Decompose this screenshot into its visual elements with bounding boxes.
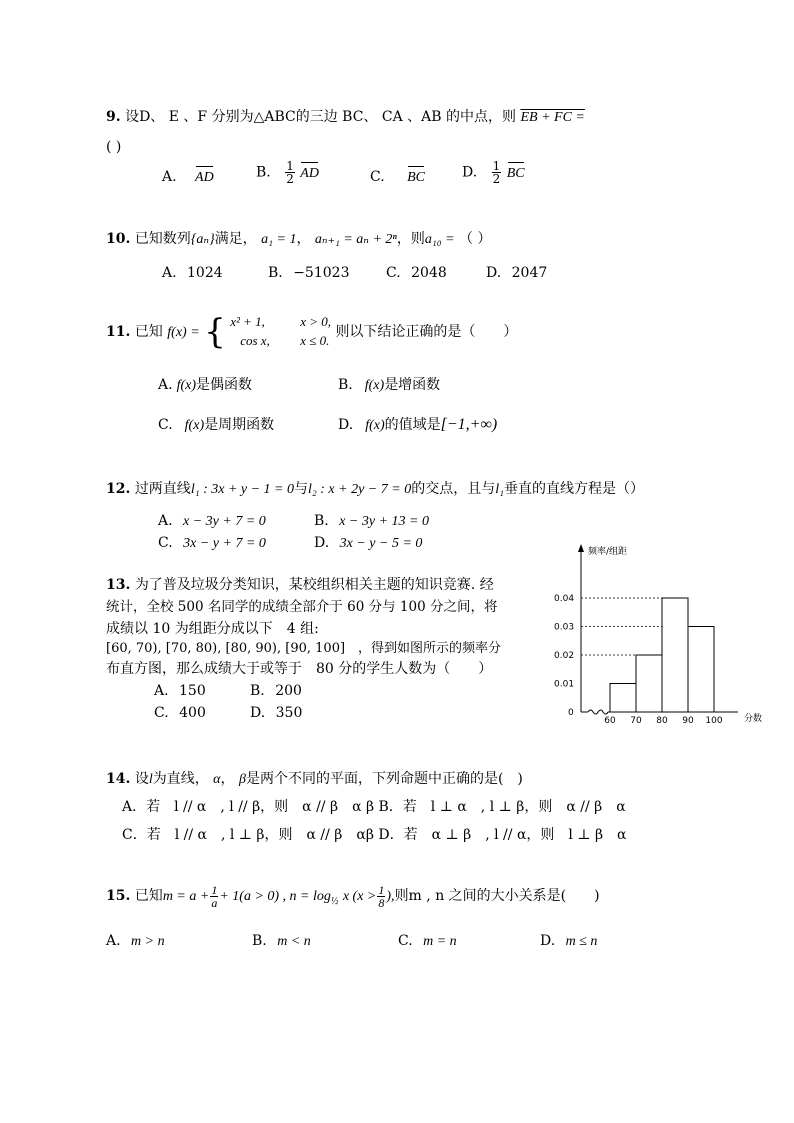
option-letter: C.: [158, 417, 173, 433]
q9-paren: ( ): [106, 139, 122, 155]
piece-2: cos x,: [240, 333, 270, 348]
option-letter: B.: [314, 513, 329, 529]
q15-option-a: [106, 932, 165, 951]
frac-den: 2: [286, 172, 294, 186]
frequency-histogram: [540, 540, 780, 735]
q13-line-2: 统计，全校 500 名同学的成绩全部介于 60 分与 100 分之间，将: [106, 599, 498, 615]
x-tick-label: 100: [705, 716, 723, 726]
origin-label: 0: [568, 708, 574, 718]
q14-stem-c: 是两个不同的平面，下列命题中正确的是( ): [245, 771, 523, 787]
q14-row-2: C．若 l // α , l ⊥ β，则 α // β αβ D．若 α ⊥ β , l // α，则 l ⊥ β α: [122, 827, 627, 843]
option-text: 3x − y − 5 = 0: [339, 536, 423, 551]
option-letter: A.: [162, 265, 177, 281]
q11-stem-a: 已知: [134, 324, 163, 340]
q14-row-1: A．若 l // α , l // β，则 α // β α β B．若 l ⊥ α , l ⊥ β，则 α // β α: [122, 799, 626, 815]
q13-number: 13.: [106, 577, 131, 593]
q13-option-b: [250, 682, 302, 700]
option-text: m = n: [423, 934, 457, 949]
y-tick-label: 0.02: [554, 651, 575, 661]
option-vector: AD: [195, 170, 214, 185]
q14-stem-line: [106, 770, 523, 789]
frac-num: 1: [211, 882, 218, 897]
q10-condition-2: aₙ₊₁ = aₙ + 2ⁿ: [314, 232, 397, 247]
q9-number: 9.: [106, 109, 121, 125]
q15-log-base: ½: [330, 895, 339, 907]
q15-fraction-1: [210, 884, 218, 909]
q10-target: a₁₀ =: [424, 232, 455, 247]
q15-number: 15.: [106, 888, 131, 904]
q14-number: 14.: [106, 771, 131, 787]
option-vector: BC: [407, 170, 426, 185]
q10-stem-a: 已知数列: [134, 231, 191, 247]
q15-stem-b: 则m , n 之间的大小关系是( ): [394, 888, 600, 904]
option-text: 400: [179, 705, 206, 721]
option-text: 200: [275, 683, 302, 699]
q13-option-a: [154, 682, 206, 700]
option-text: 1024: [187, 265, 223, 281]
q10-stem-c: ，则: [396, 231, 425, 247]
option-text: x − 3y + 13 = 0: [339, 514, 429, 529]
option-letter: C.: [398, 933, 413, 949]
option-letter: C.: [154, 705, 169, 721]
q10-paren: （ ）: [458, 231, 492, 247]
option-fx: f(x): [184, 418, 205, 433]
q9-stem: 设D、 E 、F 分别为△ABC的三边 BC、 CA 、AB 的中点，则: [125, 109, 517, 125]
option-letter: D.: [250, 705, 266, 721]
y-axis-title: 频率/组距: [588, 547, 628, 557]
q9-option-d: [462, 160, 525, 185]
q11-stem-line: [106, 310, 517, 354]
q9-vector-expression: EB + FC =: [520, 110, 585, 125]
option-text: 2048: [411, 265, 447, 281]
q15-n-expr-close: ),: [386, 889, 395, 904]
option-letter: D.: [540, 933, 556, 949]
option-fx: f(x): [176, 378, 196, 393]
option-letter: B.: [256, 164, 271, 181]
option-text: 2047: [511, 265, 548, 281]
cond-2: x ≤ 0.: [300, 333, 330, 348]
option-letter: A.: [106, 933, 121, 949]
q12-text-a: 过两直线: [134, 481, 191, 497]
histogram-bar-90-100: [688, 627, 714, 713]
x-tick-label: 70: [630, 716, 642, 726]
option-text: 150: [179, 683, 206, 699]
option-vector: AD: [300, 165, 319, 181]
option-letter: D.: [314, 535, 330, 551]
histogram-bar-80-90: [662, 598, 688, 712]
q12-line-1: l₁ : 3x + y − 1 = 0: [190, 482, 295, 497]
q13-line-5: 布直方图，那么成绩大于或等于 80 分的学生人数为（ ）: [106, 661, 493, 677]
option-letter: A.: [158, 377, 173, 393]
q15-stem-line: [106, 880, 600, 912]
option-text: 3x − y + 7 = 0: [183, 536, 266, 551]
option-text: −51023: [293, 265, 350, 281]
option-fraction: [285, 160, 295, 185]
q10-condition-1: a₁ = 1: [261, 232, 297, 247]
q11-stem-b: 则以下结论正确的是（ ）: [335, 324, 518, 340]
q14-stem-a: 设: [134, 771, 149, 787]
q15-m-expr-a: m = a +: [162, 889, 210, 904]
q12-stem-line: [106, 480, 644, 499]
y-tick-label: 0.04: [554, 594, 575, 604]
q12-option-b: [314, 512, 429, 531]
q15-option-d: [540, 932, 597, 951]
piece-1: x² + 1,: [230, 314, 265, 329]
frac-num: 1: [378, 882, 385, 897]
q10-number: 10.: [106, 231, 131, 247]
q12-option-a: [158, 512, 266, 531]
q10-sequence: {aₙ}: [190, 232, 215, 247]
q10-stem-b: 满足，: [214, 231, 257, 247]
q15-n-expr: x (x >: [342, 889, 377, 904]
option-letter: A.: [158, 513, 173, 529]
q12-line-2: l₂ : x + 2y − 7 = 0: [308, 482, 412, 497]
option-fx: f(x): [364, 378, 385, 393]
q15-option-b: [252, 932, 311, 951]
option-range: [−1,+∞): [440, 416, 498, 433]
q10-option-b: [268, 264, 349, 282]
q10-option-d: [486, 264, 547, 282]
option-text: 350: [275, 705, 303, 721]
option-letter: A.: [162, 169, 177, 185]
option-fx: f(x): [365, 418, 385, 433]
q9-stem-line: [106, 108, 585, 127]
option-fraction: [492, 160, 502, 185]
option-text: m > n: [131, 934, 165, 949]
frac-num: 1: [286, 159, 294, 173]
q14-alpha: α: [213, 772, 221, 787]
q15-fraction-2: [377, 884, 385, 909]
frac-den: 2: [492, 172, 501, 186]
q14-separator: ，: [220, 771, 235, 787]
option-text: 是增函数: [384, 377, 441, 393]
q10-option-c: [386, 264, 447, 282]
option-letter: A.: [154, 683, 169, 699]
option-letter: B.: [252, 933, 267, 949]
x-tick-labels: [604, 716, 723, 726]
histogram-bar-60-70: [610, 684, 636, 713]
option-text: x − 3y + 7 = 0: [183, 514, 266, 529]
q9-option-b: [256, 160, 319, 185]
option-letter: B.: [338, 377, 353, 393]
q10-option-a: [162, 264, 223, 282]
q12-option-d: [314, 534, 422, 553]
option-letter: C.: [370, 169, 385, 185]
q11-option-c: [158, 416, 274, 435]
option-letter: B.: [250, 683, 265, 699]
q13-line-3: 成绩以 10 为组距分成以下 4 组:: [106, 621, 319, 637]
y-tick-labels: [554, 594, 574, 690]
option-text: 的值域是: [384, 417, 441, 433]
frac-num: 1: [492, 159, 501, 173]
q11-function: f(x) =: [167, 325, 200, 340]
q14-beta: β: [238, 772, 246, 787]
frac-den: 8: [378, 895, 385, 910]
option-letter: C.: [386, 265, 401, 281]
q15-option-c: [398, 932, 457, 951]
q11-piecewise: [230, 313, 331, 351]
option-text: 是偶函数: [196, 377, 252, 393]
q12-number: 12.: [106, 481, 131, 497]
option-text: m < n: [277, 934, 311, 949]
q13-option-d: [250, 704, 302, 722]
q11-option-d: [338, 416, 497, 435]
q9-option-c: [370, 168, 425, 187]
x-axis-title: 分数: [744, 714, 763, 724]
y-tick-label: 0.01: [554, 679, 575, 690]
q15-m-expr-b: + 1(a > 0) , n = log: [219, 889, 331, 904]
option-letter: D.: [338, 417, 354, 433]
q13-option-c: [154, 704, 206, 722]
x-tick-label: 80: [656, 716, 668, 726]
q14-line-l: l: [148, 772, 153, 787]
q13-line-1: [106, 576, 494, 594]
histogram-bar-70-80: [636, 655, 662, 712]
option-vector: BC: [506, 165, 525, 181]
q11-number: 11.: [106, 324, 131, 340]
q13-line-4: [60, 70), [70, 80), [80, 90), [90, 100] ，得到如图所示的频率分: [106, 641, 502, 656]
x-tick-label: 90: [682, 716, 694, 726]
option-text: m ≤ n: [565, 934, 598, 949]
q12-text-c: 的交点，且与: [411, 481, 496, 497]
q11-brace: {: [204, 312, 226, 352]
q10-stem-line: [106, 230, 491, 249]
axis-break-squiggle: [588, 710, 608, 714]
q10-separator: ，: [296, 231, 311, 247]
q15-stem-a: 已知: [134, 888, 163, 904]
option-letter: D.: [486, 265, 502, 281]
q12-line-ref: l₁: [495, 482, 504, 497]
x-tick-label: 60: [604, 716, 616, 726]
q12-text-d: 垂直的直线方程是（）: [503, 481, 644, 497]
q9-option-a: [162, 168, 214, 187]
q12-option-c: [158, 534, 266, 553]
q11-option-a: [158, 376, 252, 395]
q14-stem-b: 为直线，: [152, 771, 209, 787]
option-letter: B.: [268, 265, 283, 281]
q13-text-1: 为了普及垃圾分类知识，某校组织相关主题的知识竞赛. 经: [134, 577, 494, 593]
cond-1: x > 0,: [300, 314, 331, 329]
y-axis-arrow: [578, 544, 584, 552]
option-letter: C.: [158, 535, 173, 551]
frac-den: a: [211, 895, 218, 910]
option-letter: D.: [462, 164, 478, 181]
option-text: 是周期函数: [204, 417, 275, 433]
q12-text-b: 与: [294, 481, 309, 497]
y-tick-label: 0.03: [554, 622, 575, 633]
q11-option-b: [338, 376, 440, 395]
